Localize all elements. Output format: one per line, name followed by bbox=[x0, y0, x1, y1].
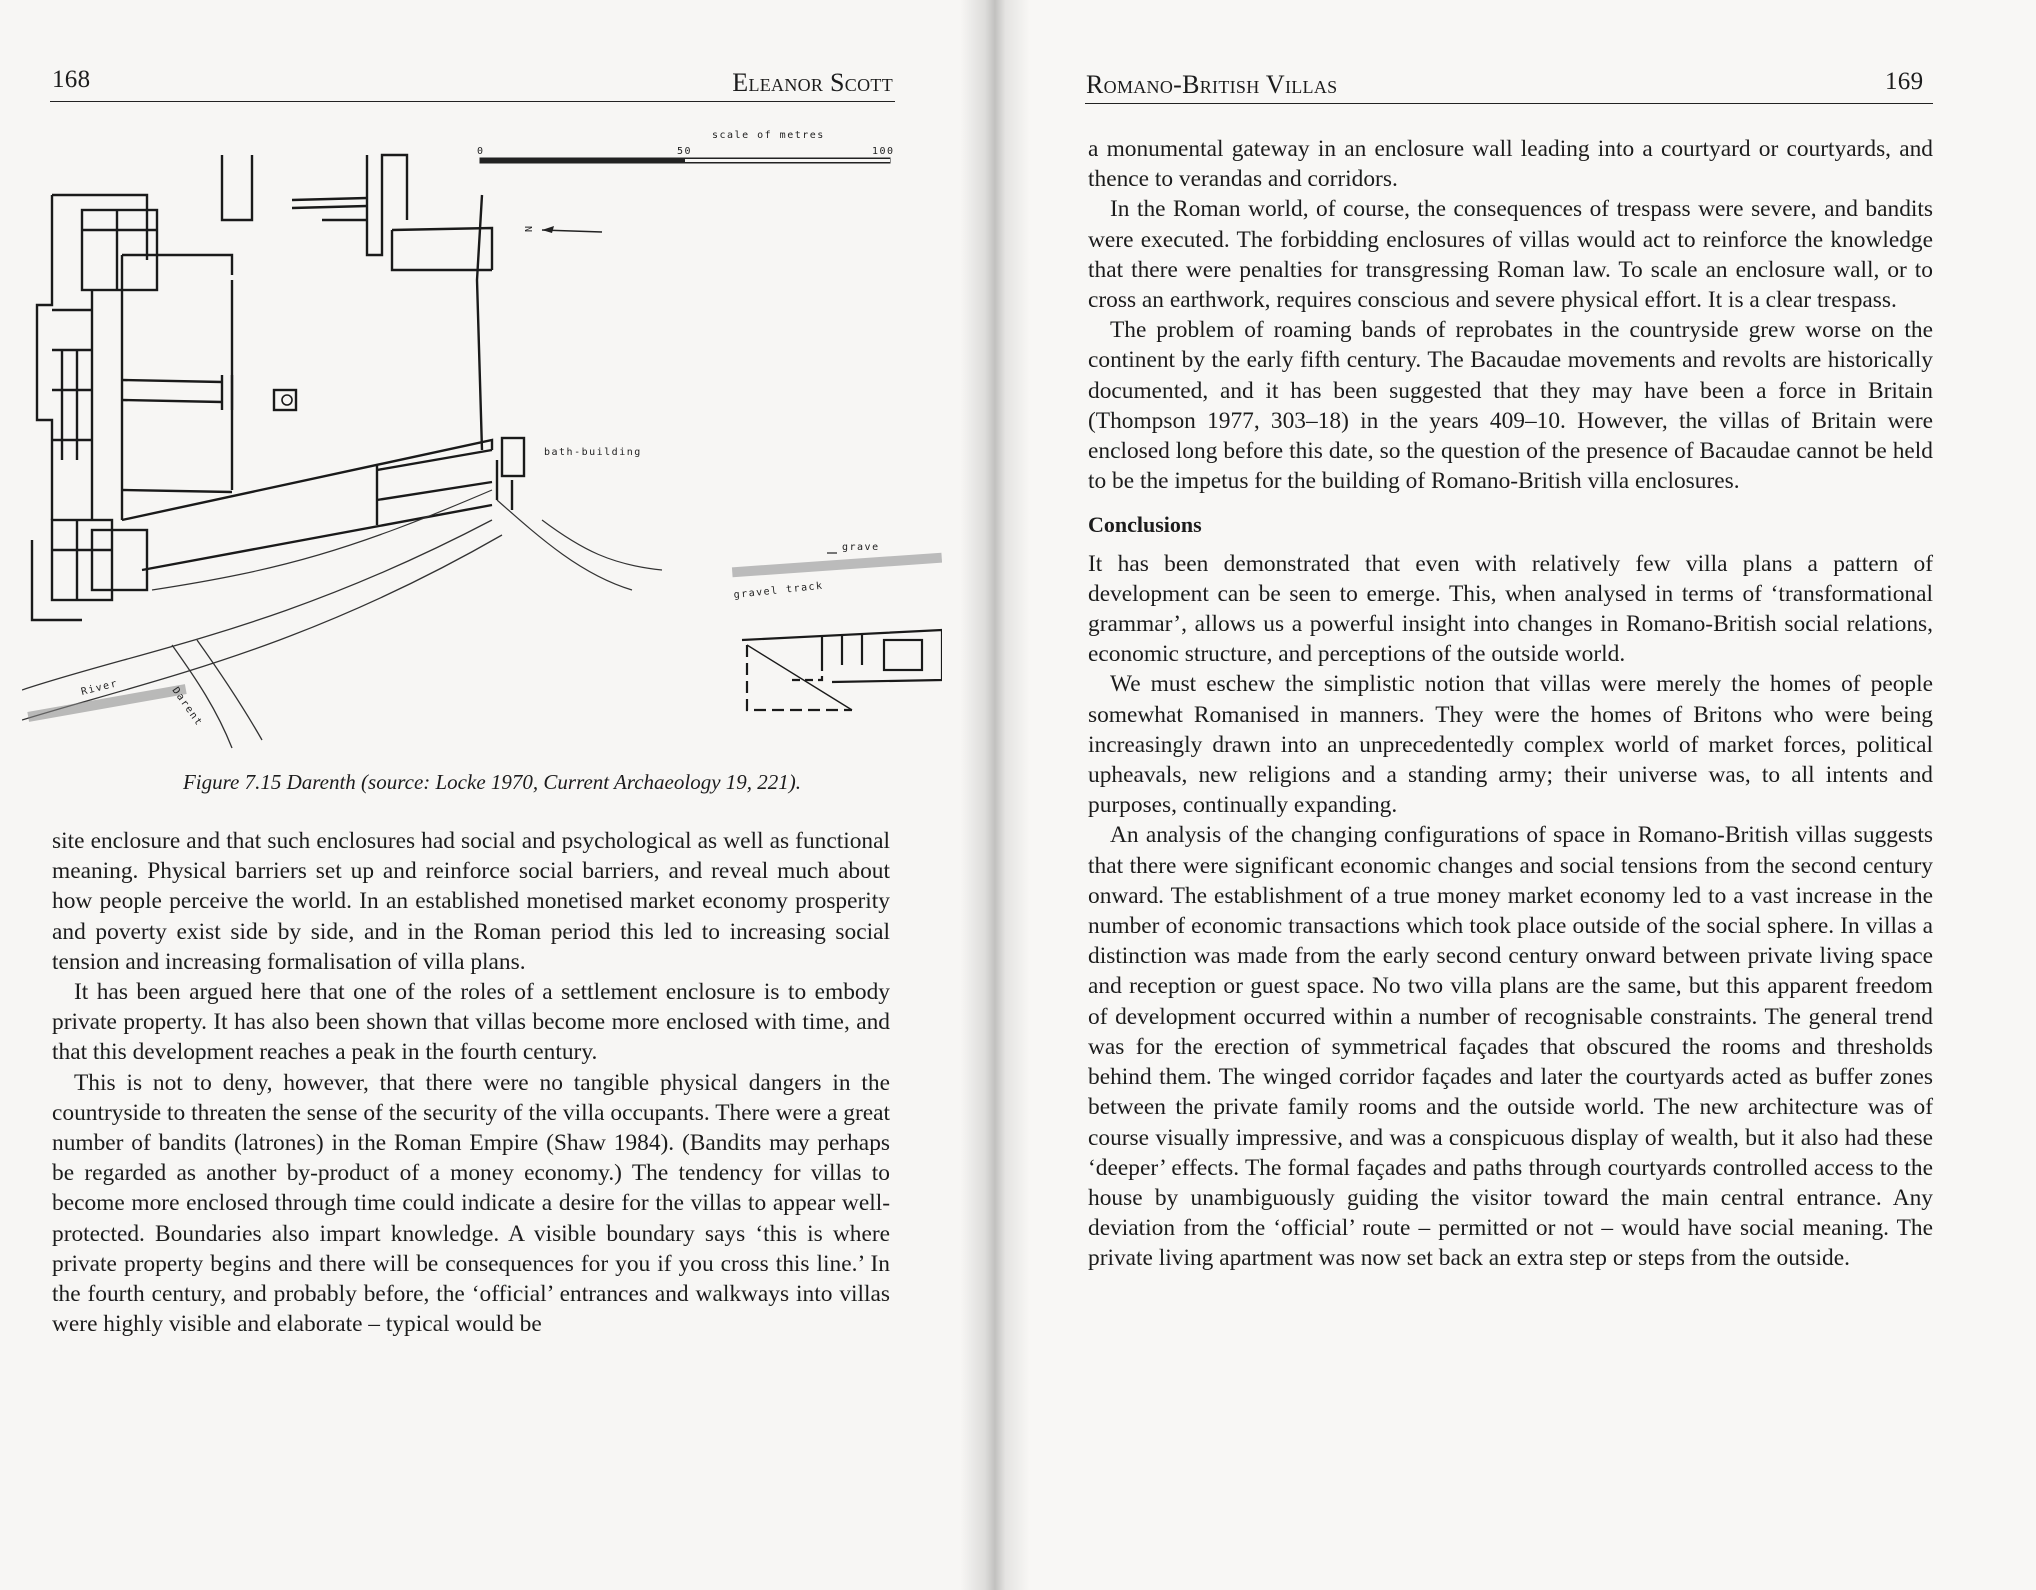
scale-tick-0: 0 bbox=[477, 146, 485, 157]
scale-tick-100: 100 bbox=[872, 146, 895, 157]
left-paragraph-1: site enclosure and that such enclosures had social and psychological as well as functional meaning. Physical barriers set up and reinforce social barriers, and reveal much about how people perceive the world. In an established monetised market economy prosperity and poverty exist side by side, and in the Roman period this led to increasing social tension and increasing formalisation of villa plans. bbox=[52, 828, 890, 975]
inset-plan bbox=[742, 630, 942, 710]
site-plan-drawing bbox=[22, 120, 942, 760]
gravel-track-label: gravel track bbox=[733, 580, 825, 601]
river-banks bbox=[22, 520, 502, 748]
river-label: River bbox=[80, 678, 120, 698]
right-paragraph-2: In the Roman world, of course, the consequences of trespass were severe, and bandits were executed. The forbidding enclosures of villas would act to reinforce the knowledge that there were penalties for transgressing Roman law. To scale an enclosure wall, or to cross an earthwork, requires conscious and severe physical effort. It is a clear trespass. bbox=[1088, 196, 1933, 314]
grave-label: grave bbox=[842, 542, 880, 553]
header-rule-left bbox=[50, 101, 895, 102]
figure-caption: Figure 7.15 Darenth (source: Locke 1970, Current Archaeology 19, 221). bbox=[182, 770, 802, 794]
left-paragraph-3: This is not to deny, however, that there were no tangible physical dangers in the countryside to threaten the sense of the security of the villa occupants. There were a great number of bandits (latrones) in the Roman Empire (Shaw 1984). (Bandits may perhaps be regarded as another by-product of a money economy.) The tendency for villas to become more enclosed through time could indicate a desire for the villas to appear well-protected. Boundaries also impart knowledge. A visible boundary says ‘this is where private property begins and there will be consequences for you if you cross this line.’ In the fourth century, and probably before, the ‘official’ entrances and walkways into villas were highly visible and elaborate – typical would be bbox=[52, 1069, 890, 1338]
right-page bbox=[985, 0, 2036, 1590]
darent-label: Darent bbox=[169, 685, 205, 729]
bath-building-label: bath-building bbox=[544, 447, 642, 458]
page-number-left: 168 bbox=[52, 66, 91, 93]
north-arrow bbox=[524, 224, 602, 233]
conclusions-heading: Conclusions bbox=[1088, 512, 1202, 538]
header-rule-right bbox=[1085, 103, 1933, 104]
scale-title: scale of metres bbox=[712, 130, 825, 141]
svg-text:N: N bbox=[524, 224, 535, 232]
left-body-text bbox=[52, 826, 890, 1339]
track-lines bbox=[152, 490, 662, 590]
right-paragraph-4: It has been demonstrated that even with relatively few villa plans a pattern of development can be seen to emerge. This, when analysed in terms of ‘transformational grammar’, allows us a powerful insight into changes in Romano-British social relations, economic structure, and perceptions of the outside world. bbox=[1088, 550, 1933, 668]
running-head-right: Romano-British Villas bbox=[1086, 70, 1338, 99]
page-number-right: 169 bbox=[1885, 68, 1924, 95]
right-paragraph-3: The problem of roaming bands of reprobates in the countryside grew worse on the continent by the early fifth century. The Bacaudae movements and revolts are historically documented, and it has been suggested that they may have been a force in Britain (Thompson 1977, 303–18) in the years 409–10. However, the villas of Britain were enclosed long before this date, so the question of the presence of Bacaudae cannot be held to be the impetus for the building of Romano-British villa enclosures. bbox=[1088, 317, 1933, 495]
running-head-left: Eleanor Scott bbox=[732, 68, 893, 97]
scale-tick-50: 50 bbox=[677, 146, 693, 157]
scale-bar bbox=[480, 158, 890, 163]
gravel-track-band bbox=[732, 553, 942, 578]
right-paragraph-1: a monumental gateway in an enclosure wall leading into a courtyard or courtyards, and thence to verandas and corridors. bbox=[1088, 136, 1933, 193]
right-body-text bbox=[1088, 134, 1933, 1274]
villa-walls bbox=[32, 155, 524, 620]
left-paragraph-2: It has been argued here that one of the roles of a settlement enclosure is to embody private property. It has also been shown that villas become more enclosed with time, and that this development reaches a peak in the fourth century. bbox=[52, 979, 890, 1066]
right-paragraph-6: An analysis of the changing configurations of space in Romano-British villas suggests that there were significant economic changes and social tensions from the second century onward. The establishment of a true money market economy led to a vast increase in the number of economic transactions which took place outside of the social sphere. In villas a distinction was made from the early second century onward between private living space and reception or guest space. No two villa plans are the same, but this apparent freedom of development occurred within a number of recognisable constraints. The general trend was for the erection of symmetrical façades that obscured the rooms and thresholds behind them. The winged corridor façades and later the courtyards acted as buffer zones between the private family rooms and the outside world. The new architecture was of course visually impressive, and was a conspicuous display of wealth, but it also had these ‘deeper’ effects. The formal façades and paths through courtyards controlled access to the house by unambiguously guiding the visitor toward the main central entrance. Any deviation from the ‘official’ route – permitted or not – would have social meaning. The private living apartment was now set back an extra step or steps from the outside. bbox=[1088, 822, 1933, 1272]
site-plan-figure bbox=[22, 120, 942, 760]
left-page bbox=[0, 0, 985, 1590]
right-paragraph-5: We must eschew the simplistic notion that villas were merely the homes of people somewhat Romanised in manners. They were the homes of Britons who were being increasingly drawn into an unprecedentedly complex world of market forces, political upheavals, new religions and a standing army; their universe was, to all intents and purposes, continually expanding. bbox=[1088, 671, 1933, 819]
